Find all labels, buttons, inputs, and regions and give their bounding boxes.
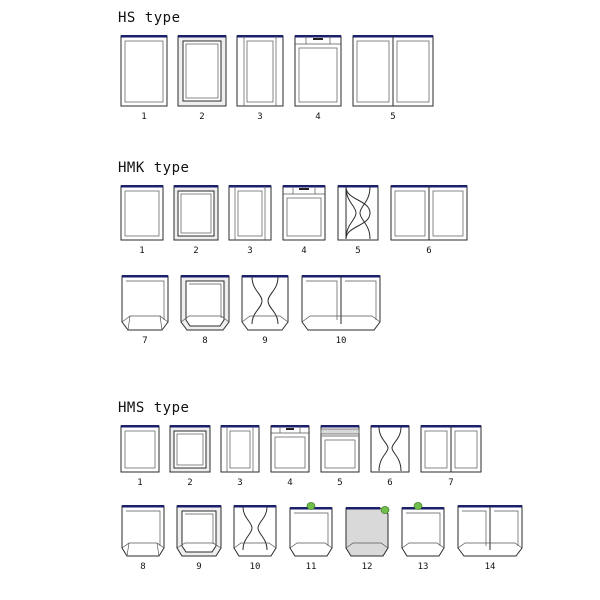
bag-item[interactable] [298,272,384,346]
bag-item[interactable] [168,422,212,488]
bag-item[interactable] [118,272,172,346]
bag-three-side-seal [118,422,162,476]
bag-number: 2 [199,112,205,122]
bag-number: 5 [390,112,396,122]
bag-zipper-top [318,422,362,476]
bag-stand-up-spout-top2 [398,502,448,560]
bag-item[interactable] [176,32,228,122]
bag-number: 8 [140,562,146,572]
bag-stand-up-wide [298,272,384,334]
section-title-hs: HS type [118,10,181,26]
bag-item[interactable] [178,272,232,346]
bag-number: 7 [448,478,454,488]
bag-side-gusset [234,32,286,110]
bag-number: 6 [387,478,393,488]
bag-number: 1 [137,478,143,488]
bag-number: 3 [257,112,263,122]
bag-item[interactable] [342,502,392,572]
bag-stand-up-frame [178,272,232,334]
bag-stand-up-hourglass [230,502,280,560]
bag-item[interactable] [172,182,220,256]
bag-number: 10 [335,336,347,346]
bag-number: 5 [337,478,343,488]
bag-item[interactable] [398,502,448,572]
bag-side-gusset [226,182,274,244]
section-hms [0,400,600,572]
bag-number: 3 [247,246,253,256]
bag-stand-up-hourglass [238,272,292,334]
section-title-hmk: HMK type [118,160,190,176]
bag-number: 6 [426,246,432,256]
row-hms-2 [118,502,600,572]
bag-stand-up-wide [454,502,526,560]
bag-item[interactable] [218,422,262,488]
bag-top-gusset [280,182,328,244]
spout-icon [381,507,389,514]
bag-item[interactable] [334,182,382,256]
bag-hourglass [368,422,412,476]
bag-number: 7 [142,336,148,346]
bag-number: 4 [301,246,307,256]
bag-three-side-seal-frame [176,32,228,110]
bag-three-side-seal [118,32,170,110]
bag-number: 9 [262,336,268,346]
bag-item[interactable] [292,32,344,122]
row-hmk-1 [118,182,600,256]
bag-item[interactable] [238,272,292,346]
bag-stand-up-spout-corner [342,502,392,560]
bag-item[interactable] [368,422,412,488]
bag-three-side-seal-frame [172,182,220,244]
bag-stand-up [118,272,172,334]
bag-number: 1 [139,246,145,256]
section-title-hms: HMS type [118,400,190,416]
bag-top-gusset [268,422,312,476]
bag-number: 11 [305,562,317,572]
bag-three-side-seal [118,182,166,244]
bag-item[interactable] [118,422,162,488]
bag-stand-up-spout-top [286,502,336,560]
spout-icon [307,503,315,510]
bag-item[interactable] [280,182,328,256]
bag-center-seal-wide [350,32,436,110]
bag-side-gusset [218,422,262,476]
bag-item[interactable] [174,502,224,572]
bag-number: 14 [484,562,496,572]
bag-number: 5 [355,246,361,256]
bag-number: 4 [315,112,321,122]
section-hs [0,10,600,122]
bag-three-side-seal-frame [168,422,212,476]
bag-number: 4 [287,478,293,488]
bag-number: 3 [237,478,243,488]
bag-center-seal-wide [418,422,484,476]
row-hmk-2 [118,272,600,346]
bag-stand-up-frame [174,502,224,560]
row-hms-1 [118,422,600,488]
bag-hourglass [334,182,382,244]
bag-number: 13 [417,562,429,572]
bag-item[interactable] [230,502,280,572]
bag-number: 2 [187,478,193,488]
bag-number: 8 [202,336,208,346]
bag-number: 1 [141,112,147,122]
section-hmk [0,160,600,346]
bag-item[interactable] [226,182,274,256]
bag-item[interactable] [268,422,312,488]
bag-item[interactable] [286,502,336,572]
row-hs-1 [118,32,600,122]
bag-number: 12 [361,562,373,572]
bag-number: 10 [249,562,261,572]
bag-item[interactable] [118,502,168,572]
spout-icon [414,503,422,510]
bag-item[interactable] [388,182,470,256]
bag-item[interactable] [418,422,484,488]
bag-number: 9 [196,562,202,572]
bag-item[interactable] [454,502,526,572]
bag-item[interactable] [234,32,286,122]
bag-number: 2 [193,246,199,256]
bag-item[interactable] [118,32,170,122]
bag-item[interactable] [318,422,362,488]
bag-center-seal-wide [388,182,470,244]
bag-item[interactable] [350,32,436,122]
bag-item[interactable] [118,182,166,256]
bag-stand-up [118,502,168,560]
bag-top-gusset [292,32,344,110]
